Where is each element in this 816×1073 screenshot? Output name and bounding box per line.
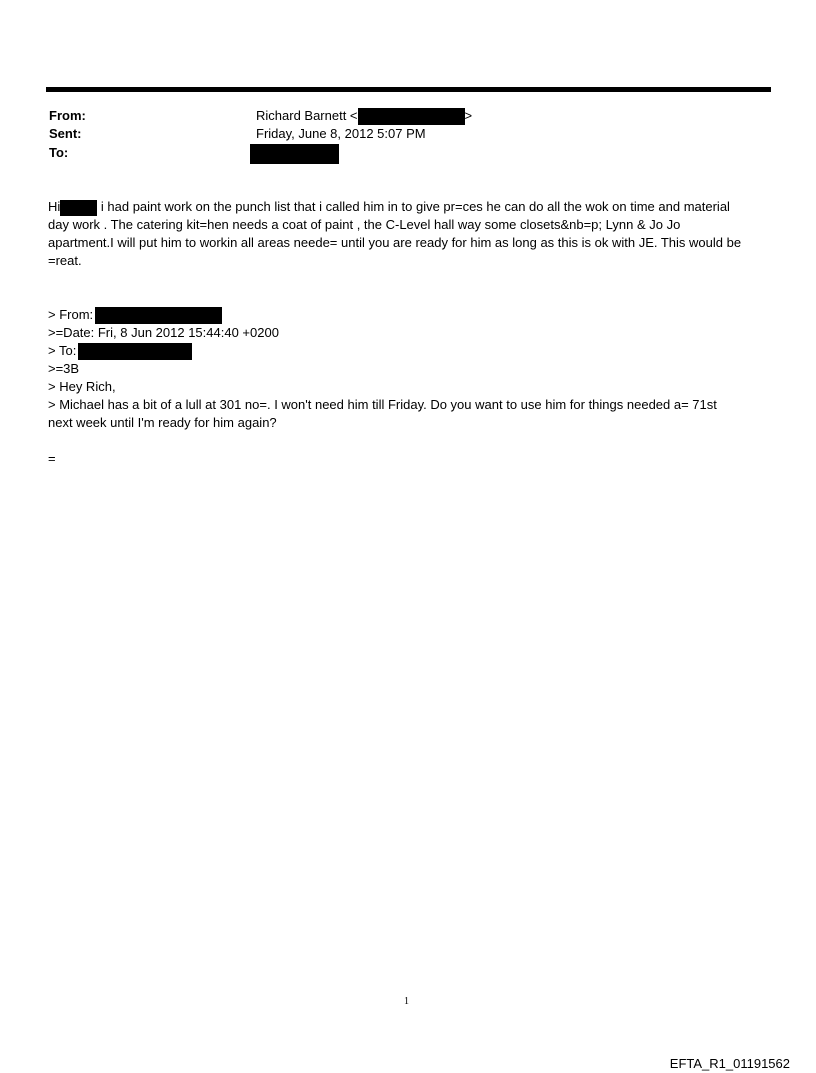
greeting: Hi (48, 199, 61, 214)
from-suffix: > (464, 108, 473, 123)
redaction-block (60, 200, 97, 216)
quoted-date-line: >=Date: Fri, 8 Jun 2012 15:44:40 +0200 (48, 325, 279, 341)
quoted-hey-line: > Hey Rich, (48, 379, 116, 395)
quoted-message (48, 306, 776, 432)
quoted-michael-line-1: > Michael has a bit of a lull at 301 no=. I won't need him till Friday. Do you want to use him for things needed a= 71st (48, 397, 717, 413)
header-rule (46, 87, 771, 92)
quoted-to-line (48, 342, 776, 360)
to-redaction-block (250, 144, 339, 164)
redaction-block (358, 108, 465, 125)
body-line-3: apartment.I will put him to workin all areas neede= until you are ready for him as long as this is ok with JE. This would be (48, 235, 742, 250)
sent-label: Sent: (49, 126, 82, 141)
body-line-1-text: i had paint work on the punch list that i called him in to give pr=ces he can do all the wok on time and material (97, 199, 730, 214)
from-name: Richard Barnett < (256, 108, 358, 123)
sent-value: Friday, June 8, 2012 5:07 PM (256, 126, 426, 141)
message-body (48, 198, 776, 270)
body-line-4: =reat. (48, 253, 82, 268)
page-number: 1 (404, 996, 409, 1007)
quoted-michael-line-2: next week until I'm ready for him again? (48, 415, 277, 431)
body-line-1 (48, 198, 776, 216)
document-id: EFTA_R1_01191562 (669, 1056, 790, 1071)
quoted-from-line (48, 306, 776, 324)
quoted-3b-line: >=3B (48, 361, 80, 377)
from-label: From: (49, 108, 86, 123)
to-label: To: (49, 145, 69, 160)
redaction-block (78, 343, 192, 360)
from-value (256, 107, 472, 125)
body-line-2: day work . The catering kit=hen needs a coat of paint , the C-Level hall way some closets&nb=p; Lynn & Jo Jo (48, 217, 681, 232)
redaction-block (95, 307, 222, 324)
quoted-from-label: > From: (48, 307, 94, 322)
quoted-to-label: > To: (48, 343, 77, 359)
trailer-text: = (48, 451, 56, 466)
